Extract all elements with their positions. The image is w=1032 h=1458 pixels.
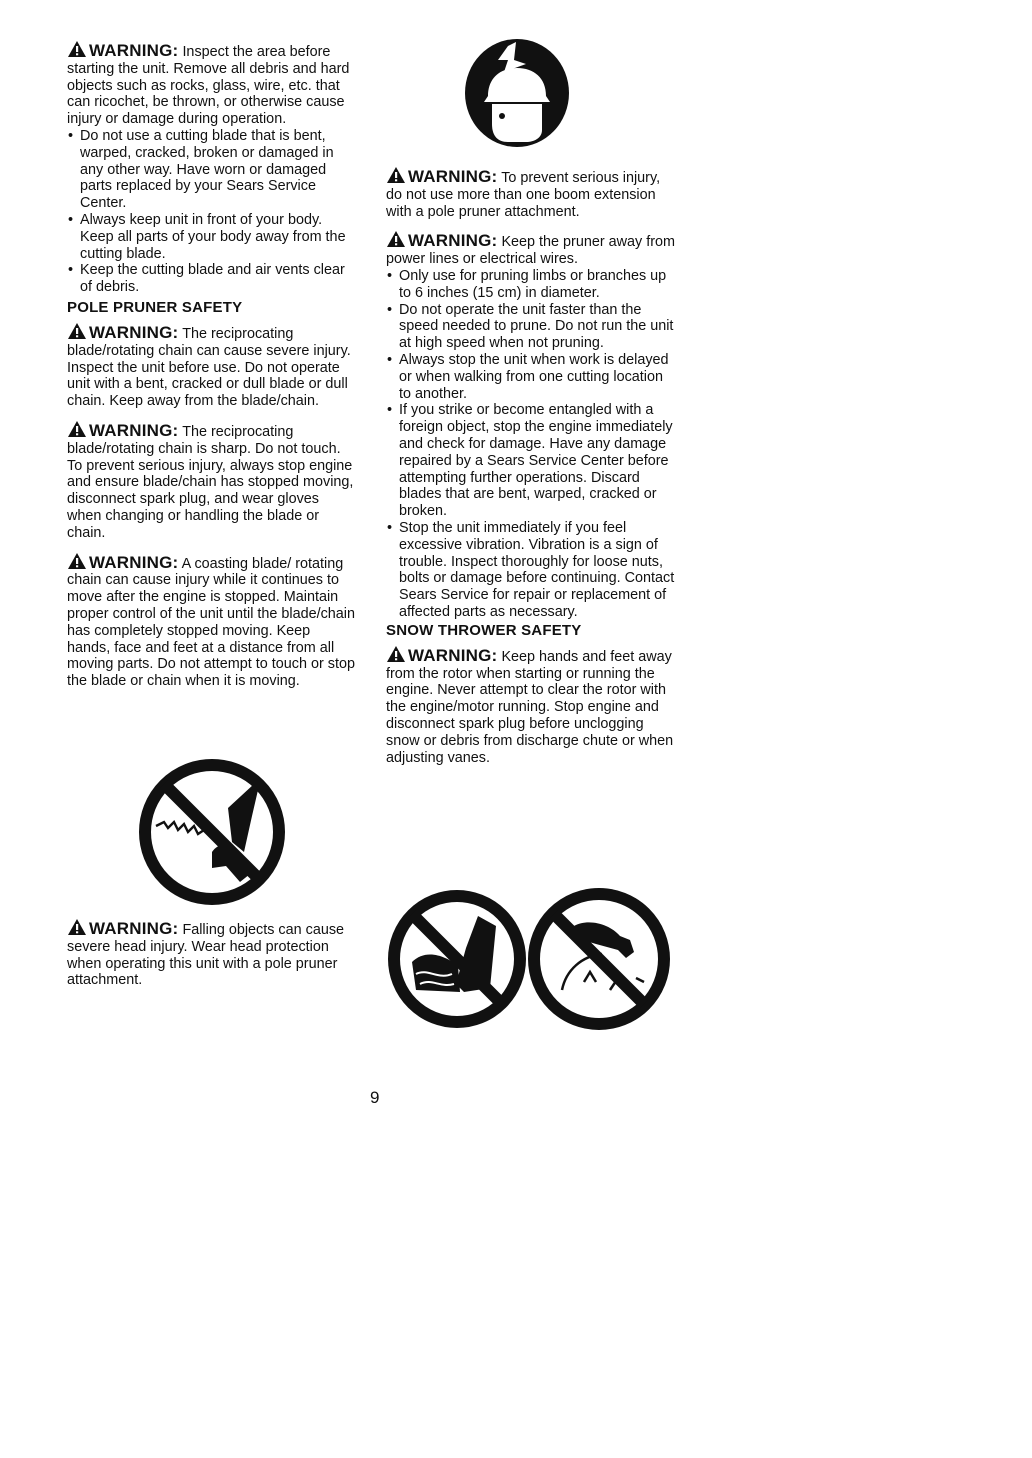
right-column [386,166,676,776]
warning-text: To prevent serious injury, do not use more than one boom extension with a pole pruner attachment. [386,170,661,220]
warning-falling-objects [67,918,357,989]
warning-triangle-icon [386,230,406,248]
warning-text: Falling objects can cause severe head injury. Wear head protection when operating this unit with a pole pruner attachment. [67,922,345,989]
pruner-bullet-list [386,268,676,621]
list-item: • Only use for pruning limbs or branches up to 6 inches (15 cm) in diameter. [386,268,676,302]
warning-text: The reciprocating blade/rotating chain can cause severe injury. Inspect the unit before use. Do not operate unit with a bent, cracked or dull blade or dull chain. Keep away from the blade/chain. [67,325,351,410]
left-column [67,40,357,700]
warning-label: WARNING: [89,420,179,440]
warning-boom-extension [386,166,676,220]
list-item: • Stop the unit immediately if you feel excessive vibration. Vibration is a sign of trouble. Inspect thoroughly for loose nuts, bolts or damage before continuing. Contact Sears Service for repair or replacement of affected parts as necessary. [386,520,676,621]
warning-sharp-blade [67,420,357,542]
list-item: • Always keep unit in front of your body. Keep all parts of your body away from the cutting blade. [67,212,357,262]
warning-triangle-icon [67,420,87,438]
warning-inspect-area [67,40,357,128]
warning-label: WARNING: [89,919,179,938]
warning-text: Inspect the area before starting the unit. Remove all debris and hard objects such as rocks, glass, wire, etc. that can ricochet, be thrown, or otherwise cause injury or damage during operation. [67,44,350,128]
warning-triangle-icon [67,40,87,58]
list-item: • If you strike or become entangled with a foreign object, stop the engine immediately and check for damage. Have any damage repaired by a Sears Service Center before attempting further operations. Discard blades that are bent, warped, cracked or broken. [386,402,676,520]
list-item: • Keep the cutting blade and air vents clear of debris. [67,262,357,296]
section-heading-pole-pruner: POLE PRUNER SAFETY [67,298,243,316]
list-item: • Do not use a cutting blade that is bent, warped, cracked, broken or damaged in any other way. Have worn or damaged parts replaced by your Sears Service Center. [67,128,357,212]
warning-text: Keep the pruner away from power lines or electrical wires. [386,234,676,268]
warning-label: WARNING: [89,41,179,60]
warning-triangle-icon [67,322,87,340]
no-hand-near-rotor-icon [526,886,672,1032]
warning-label: WARNING: [408,231,498,251]
warning-triangle-icon [67,552,87,570]
warning-text: A coasting blade/ rotating chain can cause injury while it continues to move after the engine is stopped. Maintain proper control of the unit until the blade/chain has completely stopped moving. Keep hands, face and feet at a distance from all moving parts. Do not attempt to touch or stop the blade or chain when it is moving. [67,555,356,690]
warning-reciprocating-blade [67,322,357,410]
list-item: • Always stop the unit when work is delayed or when walking from one cutting location to another. [386,352,676,402]
warning-triangle-icon [386,166,406,184]
page-number: 9 [370,1088,380,1107]
warning-power-lines [386,230,676,268]
section-heading-snow-thrower: SNOW THROWER SAFETY [386,621,582,639]
warning-text: Keep hands and feet away from the rotor when starting or running the engine. Never attempt to clear the rotor with the engine/motor running. Stop engine and disconnect spark plug before unclogging snow or debris from discharge chute or when adjusting vanes. [386,648,674,766]
hard-hat-icon [464,38,570,148]
warning-triangle-icon [67,918,87,936]
no-foot-near-rotor-icon [386,888,528,1030]
list-item: • Do not operate the unit faster than the speed needed to prune. Do not run the unit at high speed when not pruning. [386,302,676,352]
warning-rotor [386,645,676,767]
warning-label: WARNING: [89,322,179,342]
blade-bullet-list [67,128,357,296]
warning-coasting-blade [67,552,357,690]
warning-text: The reciprocating blade/rotating chain is sharp. Do not touch. To prevent serious injury, always stop engine and ensure blade/chain has stopped moving, disconnect spark plug, and wear gloves when changing or handling the blade or chain. [67,423,354,541]
no-hand-near-blade-icon [136,756,288,908]
warning-triangle-icon [386,645,406,663]
warning-label: WARNING: [408,167,498,186]
warning-label: WARNING: [408,645,498,665]
warning-label: WARNING: [89,552,179,572]
